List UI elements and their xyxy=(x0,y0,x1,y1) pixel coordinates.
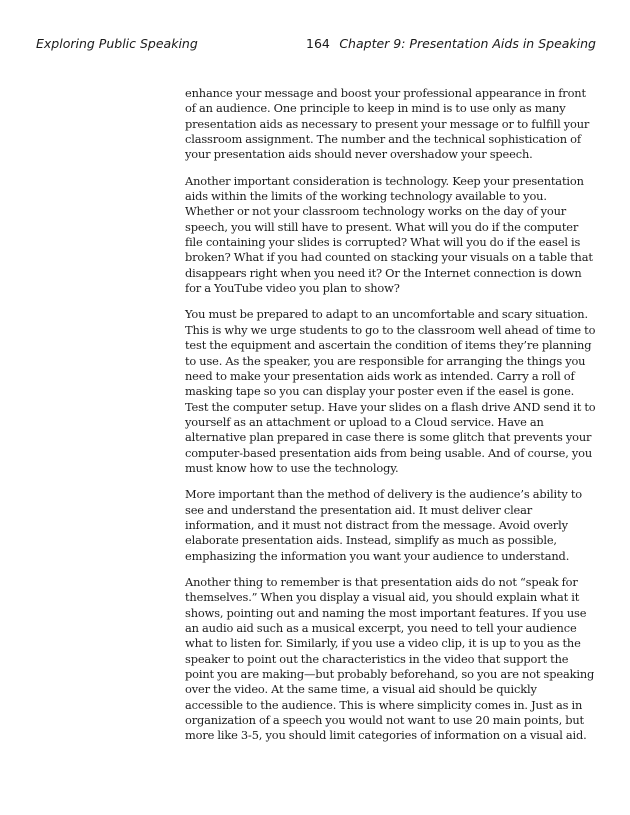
paragraph: enhance your message and boost your professional appearance in front of an audience. One principle to keep in mind is to use only as many presentation aids as necessary to present your message or to fulfill your classroom assignment. The number and the technical sophistication of your presentation aids should never overshadow your speech. xyxy=(185,86,590,162)
running-header xyxy=(36,36,596,54)
paragraph: Another important consideration is technology. Keep your presentation aids within the limits of the working technology available to you. Whether or not your classroom technology works on the day of your speech, you will still have to present. What will you do if the computer file containing your slides is corrupted? What will you do if the easel is broken? What if you had counted on stacking your visuals on a table that disappears right when you need it? Or the Internet connection is down for a YouTube video you plan to show? xyxy=(185,173,593,296)
chapter-title: Chapter 9: Presentation Aids in Speaking xyxy=(339,36,596,51)
book-title: Exploring Public Speaking xyxy=(36,36,198,51)
paragraph: You must be prepared to adapt to an uncomfortable and scary situation. This is why we urge students to go to the classroom well ahead of time to test the equipment and ascertain the condition of items they’re planning to use. As the speaker, you are responsible for arranging the things you need to make your presentation aids work as intended. Carry a roll of masking tape so you can display your poster even if the easel is gone. Test the computer setup. Have your slides on a flash drive AND send it to yourself as an attachment or upload to a Cloud service. Have an alternative plan prepared in case there is some glitch that prevents your computer-based presentation aids from being usable. And of course, you must know how to use the technology. xyxy=(185,307,596,475)
paragraph: More important than the method of delivery is the audience’s ability to see and understand the presentation aid. It must deliver clear information, and it must not distract from the message. Avoid overly elaborate presentation aids. Instead, simplify as much as possible, emphasizing the information you want your audience to understand. xyxy=(185,487,582,563)
page-number: 164 xyxy=(306,36,330,51)
paragraph: Another thing to remember is that presentation aids do not “speak for themselves.” When you display a visual aid, you should explain what it shows, pointing out and naming the most important features. If you use an audio aid such as a musical excerpt, you need to tell your audience what to listen for. Similarly, if you use a video clip, it is up to you as the speaker to point out the characteristics in the video that support the point you are making—but probably beforehand, so you are not speaking over the video. At the same time, a visual aid should be quickly accessible to the audience. This is where simplicity comes in. Just as in organization of a speech you would not want to use 20 main points, but more like 3-5, you should limit categories of information on a visual aid. xyxy=(185,574,595,743)
body-text xyxy=(185,86,597,755)
